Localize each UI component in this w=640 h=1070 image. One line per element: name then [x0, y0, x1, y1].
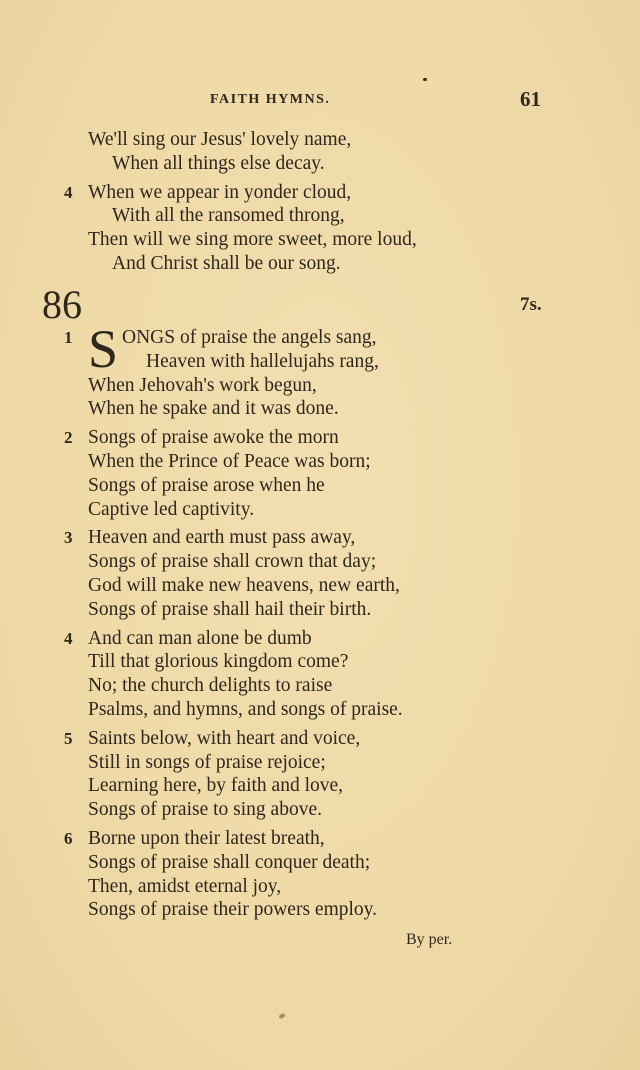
verse-line	[64, 252, 584, 276]
verse-number: 3	[64, 528, 73, 548]
verse-line-text: Heaven and earth must pass away,	[88, 527, 356, 549]
verse-line	[64, 426, 584, 450]
previous-hymn-ending	[64, 128, 584, 276]
verse-line-text: Songs of praise shall crown that day;	[88, 551, 377, 573]
verse	[64, 128, 584, 176]
verse-line	[64, 550, 584, 574]
verse-line-text: When the Prince of Peace was born;	[88, 450, 371, 472]
verse-line	[64, 374, 584, 398]
verse-line-text: Captive led captivity.	[88, 498, 255, 520]
verse-2	[64, 426, 584, 521]
verse-line	[64, 698, 584, 722]
verse-line	[64, 898, 584, 922]
verse-line-text: When we appear in yonder cloud,	[88, 181, 352, 203]
verse-3	[64, 526, 584, 621]
verse-line-text: Then will we sing more sweet, more loud,	[88, 229, 417, 251]
verse-line-text: Songs of praise shall conquer death;	[88, 851, 371, 873]
verse-line-text: Songs of praise shall hail their birth.	[88, 598, 372, 620]
verse-line	[64, 627, 584, 651]
verse-line	[64, 204, 584, 228]
verse-line-text: Heaven with hallelujahs rang,	[146, 350, 379, 372]
verse-line-text: Psalms, and hymns, and songs of praise.	[88, 698, 403, 720]
verse-1	[64, 319, 584, 421]
verse-line-text: ONGS of praise the angels sang,	[122, 327, 377, 348]
verse-line	[64, 350, 584, 374]
verse-line	[64, 827, 584, 851]
verse-line-text: And Christ shall be our song.	[112, 252, 341, 274]
verse-line	[64, 650, 584, 674]
verse-line-text: Saints below, with heart and voice,	[88, 727, 361, 749]
verse-line-text: Then, amidst eternal joy,	[88, 875, 282, 897]
verse-line-text: Songs of praise their powers employ.	[88, 899, 378, 921]
verse-4	[64, 627, 584, 722]
verse-number: 2	[64, 428, 73, 448]
verse-line-text: No; the church delights to raise	[88, 675, 333, 697]
verse-line	[64, 798, 584, 822]
running-title: FAITH HYMNS.	[210, 92, 331, 107]
verse-line-text: Songs of praise to sing above.	[88, 799, 322, 821]
verse-line-text: When Jehovah's work begun,	[88, 374, 317, 396]
attribution: By per.	[406, 931, 453, 948]
ink-speck	[423, 78, 427, 81]
verse-line	[64, 128, 584, 152]
verse-line-text: We'll sing our Jesus' lovely name,	[88, 129, 352, 150]
verse-line-text: Songs of praise arose when he	[88, 474, 325, 496]
hymn-meter: 7s.	[520, 294, 542, 315]
hymn-86-verses	[64, 319, 584, 922]
verse-5	[64, 727, 584, 822]
verse-line-text: Songs of praise awoke the morn	[88, 427, 339, 449]
page-header	[0, 87, 640, 114]
verse-line	[64, 450, 584, 474]
verse	[64, 181, 584, 276]
verse-number: 1	[64, 328, 73, 347]
verse-line	[64, 397, 584, 421]
drop-cap: S	[88, 319, 119, 379]
verse-line-text: When all things else decay.	[112, 152, 325, 174]
verse-line-text: Till that glorious kingdom come?	[88, 651, 349, 673]
verse-line	[64, 152, 584, 176]
verse-line	[64, 498, 584, 522]
verse-line-text: With all the ransomed throng,	[112, 205, 345, 227]
verse-line	[64, 574, 584, 598]
verse-line	[64, 751, 584, 775]
verse-line-text: Still in songs of praise rejoice;	[88, 751, 326, 773]
verse-line	[64, 774, 584, 798]
hymn-number: 86	[42, 282, 82, 327]
verse-line-text: When he spake and it was done.	[88, 398, 339, 420]
verse-line	[64, 875, 584, 899]
verse-number: 6	[64, 828, 73, 848]
verse-line-text: Borne upon their latest breath,	[88, 827, 325, 849]
verse-line-text: God will make new heavens, new earth,	[88, 574, 400, 596]
paper-speck	[278, 1013, 285, 1019]
verse-line	[64, 598, 584, 622]
verse-line	[64, 526, 584, 550]
verse-6	[64, 827, 584, 922]
verse-line	[64, 674, 584, 698]
verse-line	[64, 474, 584, 498]
page-number: 61	[520, 87, 541, 111]
verse-number: 4	[64, 628, 73, 648]
verse-line	[64, 181, 584, 205]
verse-number: 4	[64, 182, 73, 202]
verse-line	[64, 228, 584, 252]
verse-number: 5	[64, 728, 73, 748]
verse-line-text: Learning here, by faith and love,	[88, 775, 344, 797]
verse-line-text: And can man alone be dumb	[88, 627, 312, 649]
verse-line	[64, 727, 584, 751]
verse-line	[64, 851, 584, 875]
